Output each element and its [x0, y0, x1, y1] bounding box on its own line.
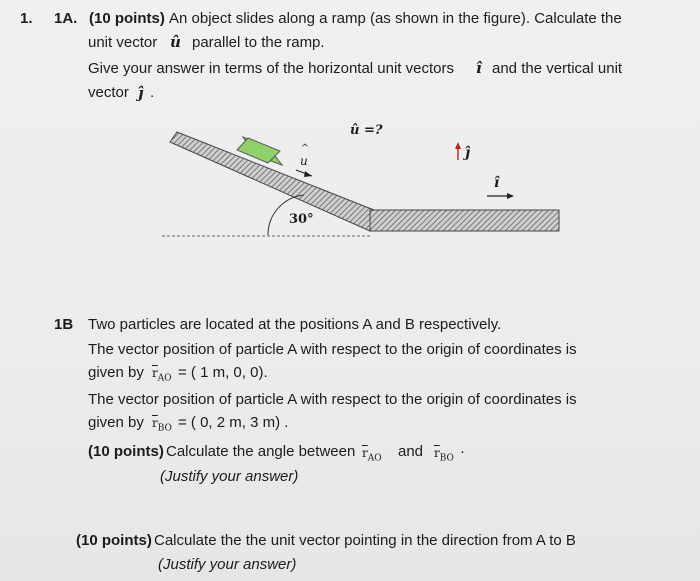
q1a-line1: An object slides along a ramp (as shown in the figure). Calculate the [169, 10, 622, 27]
points-1a: (10 points) [89, 10, 165, 27]
horizontal-floor [370, 210, 559, 231]
svg-text:^: ^ [300, 143, 310, 154]
q1a-line4-start: vector [88, 84, 129, 101]
r-bo-vector-2: $\overline{r}_{BO}$ [434, 446, 454, 464]
question-number: 1. [20, 10, 33, 27]
i-arrow-head [507, 193, 514, 199]
q1b-line1: Two particles are located at the positions A and B respectively. [88, 316, 502, 333]
q1b-line5-end: = ( 0, 2 m, 3 m) . [178, 414, 289, 431]
q1b-line2: The vector position of particle A with respect to the origin of coordinates is [88, 341, 577, 358]
justify-1c: (Justify your answer) [158, 556, 297, 573]
question-label-1b: 1B [54, 316, 74, 333]
q1a-line3-end: and the vertical unit [492, 60, 623, 77]
q1a-line2-start: unit vector [88, 34, 158, 51]
j-arrow-head [455, 142, 461, 149]
angle-label: 30° [289, 212, 314, 227]
u-label: u [300, 154, 308, 168]
points-1b: (10 points) [88, 443, 164, 460]
q1b-line5-start: given by [88, 414, 144, 431]
q1b-line4: The vector position of particle A with respect to the origin of coordinates is [88, 391, 577, 408]
justify-1b: (Justify your answer) [160, 468, 299, 485]
r-ao-vector: $\overline{r}_{AO}$ [152, 366, 172, 384]
q1b-line6-and: and [398, 443, 424, 460]
q1b-line3-end: = ( 1 m, 0, 0). [178, 364, 268, 381]
u-arrow-head [304, 171, 312, 177]
q1c-line1: Calculate the the unit vector pointing in the direction from A to B [154, 532, 576, 549]
j-hat-symbol: ĵ [138, 84, 144, 102]
q1a-line4-end: . [150, 84, 155, 101]
q1a-line3-start: Give your answer in terms of the horizontal unit vectors [88, 60, 454, 77]
i-hat-symbol: î [476, 59, 482, 77]
q1b-line6-start: Calculate the angle between [166, 443, 356, 460]
r-bo-vector: $\overline{r}_{BO}$ [152, 416, 172, 434]
i-label: î [494, 175, 500, 191]
points-1c: (10 points) [76, 532, 152, 549]
r-ao-vector-2: $\overline{r}_{AO}$ [362, 446, 382, 464]
q1b-line3-start: given by [88, 364, 144, 381]
u-hat-symbol: û [170, 33, 181, 51]
j-label: ĵ [465, 145, 471, 161]
q1a-line2-end: parallel to the ramp. [192, 34, 325, 51]
u-hat-question: û =? [350, 123, 383, 138]
question-label-1a: 1A. [54, 10, 78, 27]
q1b-line6-end: · [460, 443, 465, 460]
